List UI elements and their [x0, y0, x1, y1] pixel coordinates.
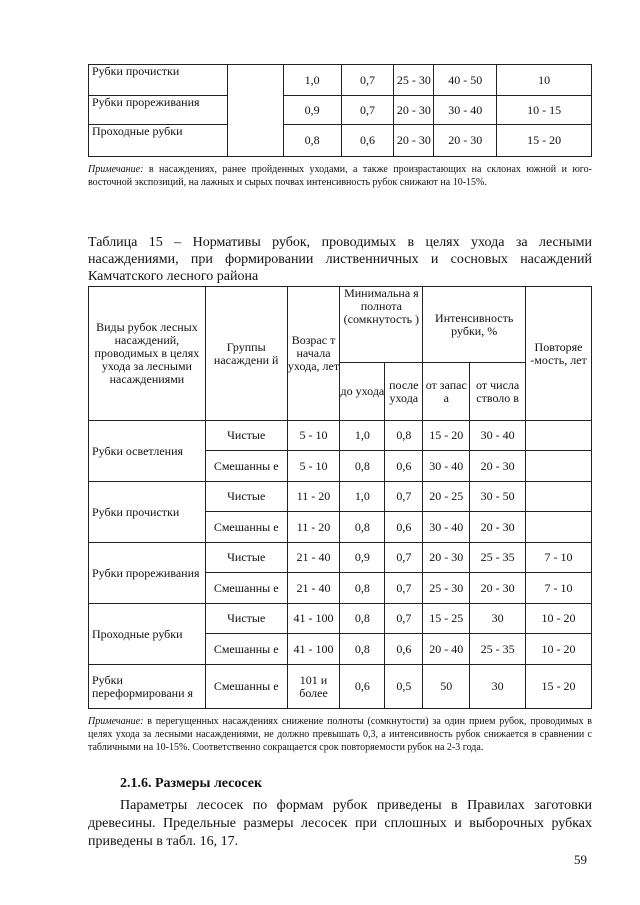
header-density-after: после ухода	[385, 363, 423, 421]
cell-density-after: 0,7	[385, 482, 423, 512]
table-row	[89, 65, 592, 96]
cell-density-after: 0,6	[385, 512, 423, 543]
cell-value: 20 - 30	[394, 125, 434, 157]
cell-density-before: 1,0	[340, 482, 385, 512]
header-age: Возрас т начала ухода, лет	[287, 287, 340, 421]
cell-density-before: 0,8	[340, 512, 385, 543]
table-row	[89, 421, 592, 451]
cell-density-before: 0,8	[340, 604, 385, 634]
norms-table	[88, 286, 592, 709]
cell-intensity-count: 30 - 40	[470, 421, 526, 451]
table-row	[89, 96, 592, 125]
cell-group: Смешанны е	[205, 512, 287, 543]
cell-value: 40 - 50	[434, 65, 497, 96]
cell-age: 41 - 100	[287, 634, 340, 665]
cell-value: 0,7	[341, 96, 394, 125]
cell-group: Чистые	[205, 543, 287, 573]
header-groups: Группы насаждени й	[205, 287, 287, 421]
cell-density-before: 0,6	[340, 665, 385, 709]
cell-value: 20 - 30	[394, 96, 434, 125]
cell-density-after: 0,5	[385, 665, 423, 709]
cell-density-after: 0,6	[385, 451, 423, 482]
cell-intensity-stock: 30 - 40	[423, 451, 470, 482]
table-row	[89, 543, 592, 573]
header-min-density: Минимальна я полнота (сомкнутость )	[340, 287, 423, 363]
section-paragraph: Параметры лесосек по формам рубок приведены в Правилах заготовки древесины. Предельные размеры лесосек при сплошных и выборочных рубках приведены в табл. 16, 17.	[88, 798, 592, 849]
cell-repeat: 10 - 20	[526, 634, 592, 665]
cell-density-before: 0,8	[340, 573, 385, 604]
header-intensity-stock: от запас а	[423, 363, 470, 421]
header-intensity-count: от числа стволо в	[470, 363, 526, 421]
cell-density-before: 0,8	[340, 451, 385, 482]
cell-repeat: 10 - 20	[526, 604, 592, 634]
cell-intensity-stock: 25 - 30	[423, 573, 470, 604]
header-cutting-types: Виды рубок лесных насаждений, проводимых в целях ухода за лесными насаждениями	[89, 287, 206, 421]
cell-age: 11 - 20	[287, 482, 340, 512]
continued-table	[88, 64, 592, 157]
page-number: 59	[574, 852, 587, 867]
cell-group: Смешанны е	[205, 451, 287, 482]
cell-cutting-type: Рубки прореживания	[89, 543, 206, 604]
table-row	[89, 482, 592, 512]
cell-age: 41 - 100	[287, 604, 340, 634]
cell-cutting-type: Рубки осветления	[89, 421, 206, 482]
note-label: Примечание:	[88, 716, 144, 727]
cell-intensity-stock: 20 - 40	[423, 634, 470, 665]
cell-intensity-count: 30	[470, 665, 526, 709]
header-density-before: до ухода	[340, 363, 385, 421]
header-row	[89, 287, 592, 363]
header-repeat: Повторяе -мость, лет	[526, 287, 592, 421]
cell-value: 0,9	[283, 96, 341, 125]
cell-age: 5 - 10	[287, 451, 340, 482]
cell-intensity-count: 25 - 35	[470, 543, 526, 573]
note-label: Примечание:	[88, 164, 144, 175]
cell-age: 101 и более	[287, 665, 340, 709]
cell-group: Смешанны е	[205, 573, 287, 604]
cell-value: 1,0	[283, 65, 341, 96]
cell-density-before: 0,8	[340, 634, 385, 665]
table-title: Таблица 15 – Нормативы рубок, проводимых в целях ухода за лесными насаждениями, при формировании лиственничных и сосновых насаждений Камчатского лесного района	[88, 235, 592, 284]
cell-density-after: 0,7	[385, 543, 423, 573]
cell-intensity-stock: 30 - 40	[423, 512, 470, 543]
cell-repeat	[526, 512, 592, 543]
cell-value: 0,6	[341, 125, 394, 157]
cell-intensity-stock: 20 - 25	[423, 482, 470, 512]
cell-age: 5 - 10	[287, 421, 340, 451]
table-row	[89, 665, 592, 709]
cell-group: Чистые	[205, 604, 287, 634]
cell-value: 15 - 20	[497, 125, 592, 157]
cell-density-after: 0,7	[385, 604, 423, 634]
cell-cutting-type: Рубки прореживания	[89, 96, 228, 125]
cell-intensity-stock: 15 - 20	[423, 421, 470, 451]
cell-value: 20 - 30	[434, 125, 497, 157]
cell-density-after: 0,6	[385, 634, 423, 665]
cell-repeat: 15 - 20	[526, 665, 592, 709]
cell-value: 10 - 15	[497, 96, 592, 125]
section-heading: 2.1.6. Размеры лесосек	[120, 776, 263, 791]
table-row	[89, 125, 592, 157]
cell-repeat	[526, 421, 592, 451]
cell-repeat: 7 - 10	[526, 573, 592, 604]
note-text: в насаждениях, ранее пройденных уходами, а также произрастающих на склонах южной и юго-восточной экспозиций, на лажных и сырых почвах интенсивность рубок снижают на 10-15%.	[88, 164, 592, 188]
cell-density-after: 0,8	[385, 421, 423, 451]
cell-age: 21 - 40	[287, 543, 340, 573]
cell-value: 0,7	[341, 65, 394, 96]
cell-intensity-count: 30 - 50	[470, 482, 526, 512]
cell-group: Чистые	[205, 421, 287, 451]
cell-intensity-count: 25 - 35	[470, 634, 526, 665]
cell-group: Смешанны е	[205, 665, 287, 709]
cell-intensity-count: 20 - 30	[470, 451, 526, 482]
table-row	[89, 604, 592, 634]
cell-cutting-type: Рубки переформировани я	[89, 665, 206, 709]
cell-cutting-type: Проходные рубки	[89, 604, 206, 665]
cell-repeat: 7 - 10	[526, 543, 592, 573]
cell-age: 11 - 20	[287, 512, 340, 543]
cell-group: Чистые	[205, 482, 287, 512]
cell-cutting-type: Рубки прочистки	[89, 65, 228, 96]
cell-age: 21 - 40	[287, 573, 340, 604]
table-note	[88, 715, 592, 754]
table-note	[88, 163, 592, 189]
header-intensity: Интенсивность рубки, %	[423, 287, 526, 363]
cell-density-before: 0,9	[340, 543, 385, 573]
cell-repeat	[526, 451, 592, 482]
cell-value: 30 - 40	[434, 96, 497, 125]
cell-intensity-count: 20 - 30	[470, 512, 526, 543]
note-text: в перегущенных насаждениях снижение полноты (сомкнутости) за один прием рубок, проводимых в целях ухода за лесными насаждениями, не должно превышать 0,3, а интенсивность рубок снижается в сравнении с табличными на 10-15%. Соответственно сокращается срок повторяемости рубок на 2-3 года.	[88, 716, 592, 753]
cell-intensity-stock: 15 - 25	[423, 604, 470, 634]
cell-density-before: 1,0	[340, 421, 385, 451]
cell-cutting-type: Рубки прочистки	[89, 482, 206, 543]
cell-group: Смешанны е	[205, 634, 287, 665]
cell-intensity-count: 30	[470, 604, 526, 634]
cell-repeat	[526, 482, 592, 512]
cell-value: 10	[497, 65, 592, 96]
cell-value: 0,8	[283, 125, 341, 157]
cell-density-after: 0,7	[385, 573, 423, 604]
cell-intensity-stock: 20 - 30	[423, 543, 470, 573]
cell-cutting-type: Проходные рубки	[89, 125, 228, 157]
cell-intensity-count: 20 - 30	[470, 573, 526, 604]
cell-value: 25 - 30	[394, 65, 434, 96]
cell-empty	[227, 65, 283, 157]
cell-intensity-stock: 50	[423, 665, 470, 709]
